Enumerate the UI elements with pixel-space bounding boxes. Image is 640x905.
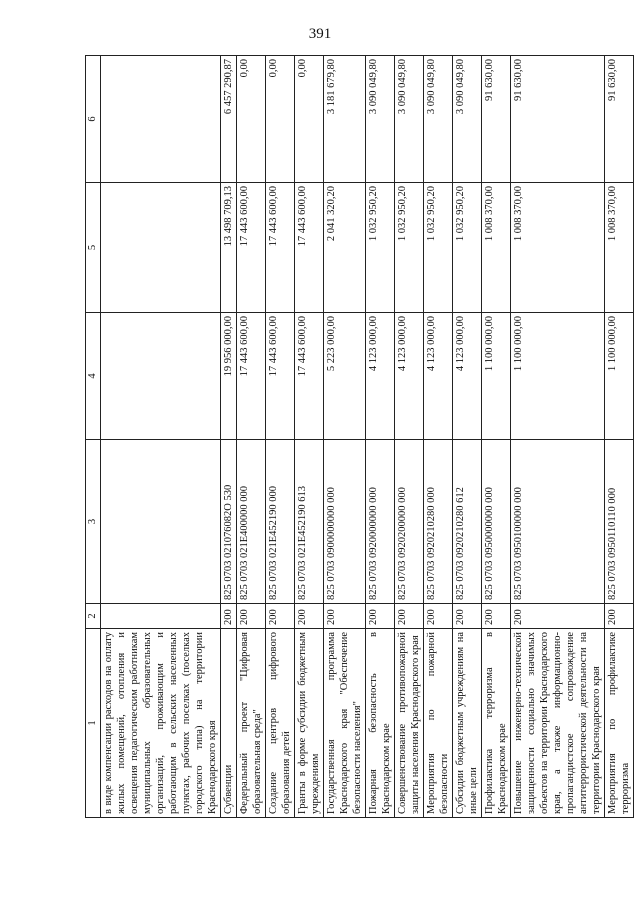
row-plan-cell: 17 443 600,00 (266, 313, 295, 440)
row-remainder-cell (101, 56, 221, 183)
row-executed-cell: 17 443 600,00 (266, 183, 295, 313)
header-cell-4: 4 (86, 313, 101, 440)
row-name-cell: Создание центров цифрового образования детей (266, 629, 295, 818)
row-code-cell (101, 604, 221, 629)
table-row (511, 56, 605, 818)
row-remainder-cell: 0,00 (237, 56, 266, 183)
table-row (605, 56, 634, 818)
row-executed-cell (101, 183, 221, 313)
header-cell-2: 2 (86, 604, 101, 629)
row-code-cell: 200 (324, 604, 366, 629)
row-csr-cell: 825 0703 0950000000 000 (482, 440, 511, 604)
row-executed-cell: 1 032 950,20 (366, 183, 395, 313)
row-plan-cell: 5 223 000,00 (324, 313, 366, 440)
row-csr-cell: 825 0703 0920000000 000 (366, 440, 395, 604)
row-plan-cell: 1 100 000,00 (511, 313, 605, 440)
row-name-cell: Федеральный проект "Цифровая образовательная среда" (237, 629, 266, 818)
row-csr-cell: 825 0703 0950110110 000 (605, 440, 634, 604)
table-row (295, 56, 324, 818)
row-remainder-cell: 6 457 290,87 (221, 56, 237, 183)
row-remainder-cell: 91 630,00 (605, 56, 634, 183)
budget-table (85, 55, 634, 818)
table-row (101, 56, 221, 818)
row-plan-cell: 17 443 600,00 (295, 313, 324, 440)
row-remainder-cell: 3 181 679,80 (324, 56, 366, 183)
row-csr-cell: 825 0703 021076082О 530 (221, 440, 237, 604)
row-executed-cell: 1 032 950,20 (395, 183, 424, 313)
row-name-cell: Профилактика терроризма в Краснодарском крае (482, 629, 511, 818)
row-plan-cell: 17 443 600,00 (237, 313, 266, 440)
row-name-cell: Повышение инженерно-технической защищенности социально значимых объектов на территории Краснодарского края, а также информационно-пропагандистское сопровождение антитеррористической деятельности на территории Краснодарского края (511, 629, 605, 818)
row-executed-cell: 13 498 709,13 (221, 183, 237, 313)
row-name-cell: Государственная программа Краснодарского края "Обеспечение безопасности населения" (324, 629, 366, 818)
row-remainder-cell: 91 630,00 (511, 56, 605, 183)
row-plan-cell: 1 100 000,00 (482, 313, 511, 440)
row-remainder-cell: 3 090 049,80 (395, 56, 424, 183)
row-plan-cell: 4 123 000,00 (366, 313, 395, 440)
row-name-cell: Пожарная безопасность в Краснодарском крае (366, 629, 395, 818)
row-code-cell: 200 (237, 604, 266, 629)
header-cell-5: 5 (86, 183, 101, 313)
table-row (324, 56, 366, 818)
row-remainder-cell: 3 090 049,80 (366, 56, 395, 183)
row-csr-cell: 825 0703 0920200000 000 (395, 440, 424, 604)
header-cell-1: 1 (86, 629, 101, 818)
rotated-table-wrapper (85, 56, 631, 818)
row-code-cell: 200 (424, 604, 453, 629)
table-row (453, 56, 482, 818)
header-row (86, 56, 101, 818)
row-plan-cell: 1 100 000,00 (605, 313, 634, 440)
row-executed-cell: 17 443 600,00 (237, 183, 266, 313)
row-plan-cell: 19 956 000,00 (221, 313, 237, 440)
row-executed-cell: 1 032 950,20 (453, 183, 482, 313)
row-executed-cell: 17 443 600,00 (295, 183, 324, 313)
row-code-cell: 200 (295, 604, 324, 629)
row-executed-cell: 1 008 370,00 (605, 183, 634, 313)
row-executed-cell: 1 008 370,00 (511, 183, 605, 313)
row-plan-cell: 4 123 000,00 (395, 313, 424, 440)
row-code-cell: 200 (605, 604, 634, 629)
row-code-cell: 200 (511, 604, 605, 629)
row-name-cell: Субсидии бюджетным учреждениям на иные цели (453, 629, 482, 818)
row-code-cell: 200 (266, 604, 295, 629)
table-row (424, 56, 453, 818)
row-executed-cell: 2 041 320,20 (324, 183, 366, 313)
row-plan-cell: 4 123 000,00 (424, 313, 453, 440)
row-csr-cell: 825 0703 021E400000 000 (237, 440, 266, 604)
row-name-cell: Мероприятия по пожарной безопасности (424, 629, 453, 818)
table-row (237, 56, 266, 818)
row-remainder-cell: 0,00 (266, 56, 295, 183)
row-executed-cell: 1 008 370,00 (482, 183, 511, 313)
table-row (366, 56, 395, 818)
header-cell-6: 6 (86, 56, 101, 183)
page-number: 391 (308, 26, 332, 42)
row-name-cell: в виде компенсации расходов на оплату жилых помещений, отопления и освещения педагогическим работникам муниципальных образовательных организаций, проживающим и работающим в сельских населенных пунктах, рабочих поселках (поселках городского типа) на территории Краснодарского края (101, 629, 221, 818)
row-code-cell: 200 (221, 604, 237, 629)
row-plan-cell (101, 313, 221, 440)
row-code-cell: 200 (482, 604, 511, 629)
row-csr-cell: 825 0703 0950100000 000 (511, 440, 605, 604)
row-remainder-cell: 3 090 049,80 (424, 56, 453, 183)
row-remainder-cell: 3 090 049,80 (453, 56, 482, 183)
row-name-cell: Совершенствование противопожарной защиты населения Краснодарского края (395, 629, 424, 818)
row-csr-cell: 825 0703 021E452190 613 (295, 440, 324, 604)
row-plan-cell: 4 123 000,00 (453, 313, 482, 440)
row-csr-cell: 825 0703 021E452190 000 (266, 440, 295, 604)
row-csr-cell: 825 0703 0920210280 612 (453, 440, 482, 604)
row-name-cell: Мероприятия по профилактике терроризма (605, 629, 634, 818)
row-csr-cell: 825 0703 0900000000 000 (324, 440, 366, 604)
row-csr-cell (101, 440, 221, 604)
table-row (266, 56, 295, 818)
row-csr-cell: 825 0703 0920210280 000 (424, 440, 453, 604)
table-row (482, 56, 511, 818)
row-code-cell: 200 (366, 604, 395, 629)
row-executed-cell: 1 032 950,20 (424, 183, 453, 313)
table-row (221, 56, 237, 818)
row-code-cell: 200 (453, 604, 482, 629)
row-name-cell: Субвенции (221, 629, 237, 818)
row-remainder-cell: 0,00 (295, 56, 324, 183)
row-code-cell: 200 (395, 604, 424, 629)
row-name-cell: Гранты в форме субсидии бюджетным учреждениям (295, 629, 324, 818)
row-remainder-cell: 91 630,00 (482, 56, 511, 183)
header-cell-3: 3 (86, 440, 101, 604)
table-row (395, 56, 424, 818)
